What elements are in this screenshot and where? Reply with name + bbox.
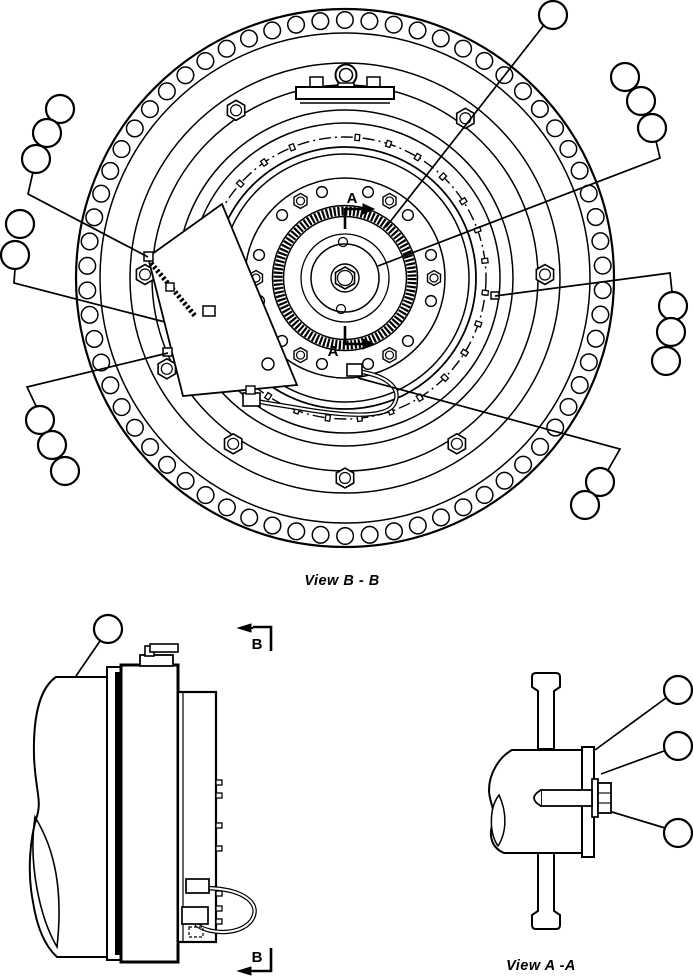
section-marker-b-bottom: B [251, 949, 263, 966]
callout-balloon [611, 63, 639, 91]
flexplate-hole [426, 296, 437, 307]
flange-bolt-hole [86, 331, 103, 348]
flange-bolt-hole [288, 16, 305, 33]
flange-bolt-hole [79, 258, 96, 275]
vent-elbow [150, 644, 178, 652]
washer [592, 779, 598, 817]
flange-bolt-hole [587, 330, 604, 347]
flange-bolt-hole [81, 233, 98, 250]
callout-balloon [638, 114, 666, 142]
flange-bolt-hole [532, 101, 549, 118]
flange-bolt-hole [159, 83, 176, 100]
callout-bolt-leader [612, 812, 665, 828]
view-a-a [489, 673, 692, 929]
flange-bolt-hole [337, 528, 354, 545]
flexplate-hole [317, 187, 328, 198]
flange-bolt-hole [515, 83, 532, 100]
lifting-bracket [296, 87, 394, 99]
callout-housing-leader [76, 641, 100, 676]
callout-balloon [664, 676, 692, 704]
callout-balloon [51, 457, 79, 485]
callout-cover-group-leader [28, 172, 148, 257]
clamp-arm-bottom [532, 853, 560, 929]
cover-stud [482, 258, 489, 263]
flange-bolt-hole [476, 53, 493, 70]
callout-hub-group-leader [378, 141, 660, 266]
cover-stud [236, 180, 243, 187]
stud [216, 919, 222, 924]
callout-balloon [539, 1, 567, 29]
flange-bolt-hole [409, 22, 426, 39]
flange-bolt-hole [532, 439, 549, 456]
callout-balloon [664, 732, 692, 760]
callout-plate-leader [595, 698, 666, 750]
flange-bolt-hole [592, 306, 609, 323]
bracket-clip [367, 77, 380, 87]
callout-balloon [1, 241, 29, 269]
view-b-b [1, 1, 687, 547]
flexplate-hole [403, 210, 414, 221]
section-marker-a-bottom: A [327, 343, 339, 360]
flange-bolt-hole [113, 141, 130, 158]
cover-stud [460, 198, 467, 205]
flange-bolt-hole [385, 16, 402, 33]
flexplate-hole [363, 359, 374, 370]
stud [216, 823, 222, 828]
callout-washer-leader [601, 751, 664, 774]
flange-bolt-hole [581, 354, 598, 371]
engine-boss [33, 817, 59, 947]
callout-balloon [22, 145, 50, 173]
cover-stud [289, 144, 295, 151]
flexplate-hole [363, 187, 374, 198]
callout-balloon [38, 431, 66, 459]
flexplate-hole [426, 250, 437, 261]
stud [216, 846, 222, 851]
flange-bolt-hole [432, 30, 449, 47]
clamp-arm-top [532, 673, 560, 749]
stud [216, 906, 222, 911]
flange-bolt-hole [594, 282, 611, 299]
flange-bolt-hole [312, 13, 329, 30]
bolt-head [598, 783, 611, 813]
bolt-shaft [541, 790, 592, 806]
section-arrowhead [238, 967, 251, 975]
flange-bolt-hole [560, 399, 577, 416]
flexplate-hole [403, 336, 414, 347]
flange-bolt-hole [264, 517, 281, 534]
flange-bolt-hole [361, 527, 378, 544]
flange-bolt-hole [264, 22, 281, 39]
flywheel-housing [121, 665, 178, 962]
flange-bolt-hole [159, 457, 176, 474]
flange-bolt-hole [113, 399, 130, 416]
flange-bolt-hole [410, 517, 427, 534]
flange-bolt-hole [142, 101, 159, 118]
stud [216, 793, 222, 798]
callout-balloon [657, 318, 685, 346]
flange-bolt-hole [127, 419, 144, 436]
plate-hole [339, 238, 348, 247]
flange-bolt-hole [177, 473, 194, 490]
flange-bolt-hole [560, 141, 577, 158]
flexplate-hole [254, 250, 265, 261]
flange-bolt-hole [587, 209, 604, 226]
flexplate-hole [277, 210, 288, 221]
flange-bolt-hole [126, 120, 143, 137]
flange-bolt-hole [197, 487, 214, 504]
callout-balloon [33, 119, 61, 147]
flange-bolt-hole [571, 377, 588, 394]
flange-bolt-hole [337, 12, 354, 29]
view-aa-label: View A -A [506, 958, 576, 974]
callout-stud-group-leader [495, 273, 672, 296]
callout-balloon [652, 347, 680, 375]
flange-bolt-hole [241, 509, 258, 526]
rod-end-fitting [203, 306, 215, 316]
callout-balloon [94, 615, 122, 643]
rod-guide [166, 283, 174, 291]
flange-bolt-hole [79, 282, 96, 299]
callout-balloon [6, 210, 34, 238]
flange-bolt-hole [81, 307, 98, 324]
cover-stud [386, 140, 392, 147]
cover-stud [461, 349, 468, 356]
callout-balloon [26, 406, 54, 434]
flexplate-hole [317, 359, 328, 370]
callout-balloon [571, 491, 599, 519]
hose-fitting [186, 879, 209, 893]
section-arrowhead [238, 624, 251, 632]
flange-bolt-hole [197, 53, 214, 70]
flange-bolt-hole [312, 527, 329, 544]
cover-stud [325, 415, 330, 422]
cover-stud [482, 290, 488, 295]
cover-stud [265, 393, 272, 400]
hose-fitting [182, 907, 208, 924]
lifting-eye-hole [340, 69, 353, 82]
tube-fitting [347, 364, 362, 376]
flange-bolt-hole [476, 487, 493, 504]
flange-bolt-hole [571, 162, 588, 179]
flange-bolt-hole [102, 163, 119, 180]
side-elevation [30, 615, 271, 975]
section-marker-b-top: B [251, 636, 263, 653]
torque-converter [178, 692, 216, 942]
flange-bolt-hole [93, 185, 110, 202]
flange-bolt-hole [455, 499, 472, 516]
section-arrowhead [363, 339, 374, 349]
stud [216, 891, 222, 896]
flange-bolt-hole [547, 120, 564, 137]
flange-bolt-hole [433, 509, 450, 526]
stud [216, 780, 222, 785]
flange-bolt-hole [496, 472, 513, 489]
section-marker-a-top: A [346, 190, 358, 207]
callout-balloon [627, 87, 655, 115]
flange-bolt-hole [515, 456, 532, 473]
flange-bolt-hole [241, 30, 258, 47]
flange-bolt-hole [86, 209, 103, 226]
callout-balloon [659, 292, 687, 320]
callout-balloon [664, 819, 692, 847]
view-bb-label: View B - B [304, 573, 380, 589]
flange-bolt-hole [219, 499, 236, 516]
flange-bolt-hole [177, 67, 194, 84]
tube-clamp [243, 393, 260, 406]
cover-stud [475, 321, 482, 327]
cover-stud [163, 348, 172, 356]
section-arrowhead [363, 204, 374, 214]
flange-bolt-hole [592, 233, 609, 250]
flange-bolt-hole [288, 523, 305, 540]
flange-bolt-hole [386, 523, 403, 540]
flange-bolt-hole [102, 377, 119, 394]
bracket-clip [310, 77, 323, 87]
flange-bolt-hole [594, 257, 611, 274]
cover-stud [414, 153, 421, 160]
flange-bolt-hole [361, 13, 378, 30]
cover-stud [355, 134, 360, 140]
clamp-bolt [246, 386, 255, 394]
flange-bolt-hole [142, 439, 159, 456]
flange-bolt-hole [455, 40, 472, 57]
flange-bolt-hole [218, 40, 235, 57]
